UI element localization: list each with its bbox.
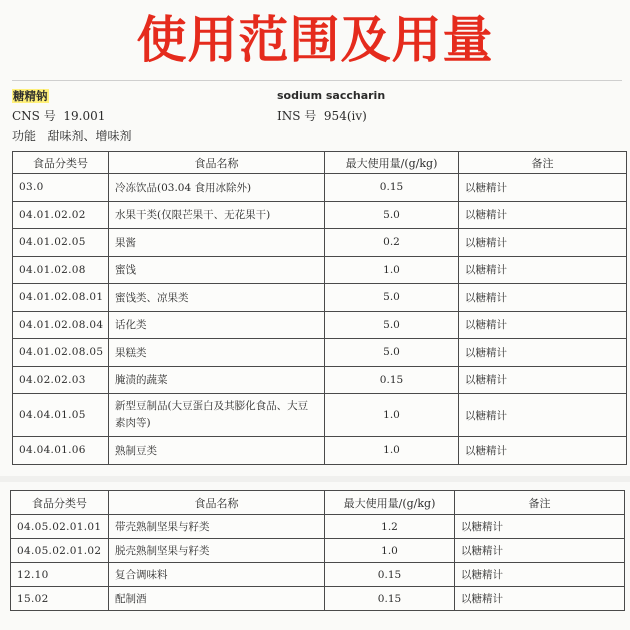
table-row: [13, 229, 627, 257]
cell-amount: 5.0: [325, 201, 459, 229]
cell-amount: 0.15: [325, 563, 455, 587]
col-header-name: 食品名称: [109, 491, 325, 515]
cell-note: 以糖精计: [459, 437, 627, 465]
cell-note: 以糖精计: [455, 587, 625, 611]
additive-name-en: sodium saccharin: [277, 89, 386, 102]
table-header-row: [13, 152, 627, 174]
cell-amount: 0.15: [325, 366, 459, 394]
cell-amount: 1.0: [325, 394, 459, 437]
table-row: [11, 563, 625, 587]
cell-code: 12.10: [11, 563, 109, 587]
cell-code: 15.02: [11, 587, 109, 611]
table-row: [13, 284, 627, 312]
function-value: 甜味剂、增味剂: [47, 129, 132, 143]
cell-note: 以糖精计: [455, 563, 625, 587]
cell-amount: 5.0: [325, 284, 459, 312]
table-row: [13, 201, 627, 229]
col-header-note: 备注: [455, 491, 625, 515]
usage-table-continued: [10, 490, 625, 611]
cns-number: [12, 108, 105, 124]
cell-amount: 5.0: [325, 339, 459, 367]
cell-note: 以糖精计: [459, 339, 627, 367]
page-break: [0, 476, 630, 482]
ins-label: INS 号: [277, 109, 317, 123]
cell-name: 果酱: [109, 229, 325, 257]
table-row: [13, 366, 627, 394]
col-header-name: 食品名称: [109, 152, 325, 174]
cell-name: 带壳熟制坚果与籽类: [109, 515, 325, 539]
cell-code: 04.01.02.02: [13, 201, 109, 229]
col-header-note: 备注: [459, 152, 627, 174]
usage-table: [12, 151, 627, 465]
table-row: [13, 394, 627, 437]
table-row: [13, 339, 627, 367]
cell-code: 04.01.02.05: [13, 229, 109, 257]
additive-name-highlight: 糖精钠: [13, 89, 48, 103]
function-label: 功能: [12, 129, 37, 143]
cell-code: 04.01.02.08.04: [13, 311, 109, 339]
col-header-amount: 最大使用量/(g/kg): [325, 152, 459, 174]
cell-code: 04.01.02.08.05: [13, 339, 109, 367]
cell-name: 复合调味料: [109, 563, 325, 587]
cell-name: 脱壳熟制坚果与籽类: [109, 539, 325, 563]
col-header-code: 食品分类号: [13, 152, 109, 174]
col-header-code: 食品分类号: [11, 491, 109, 515]
cell-note: 以糖精计: [459, 284, 627, 312]
cell-name: 果糕类: [109, 339, 325, 367]
ins-value: 954(iv): [323, 109, 367, 123]
function-line: [12, 128, 131, 144]
cell-name: 新型豆制品(大豆蛋白及其膨化食品、大豆素肉等): [109, 394, 325, 437]
additive-name-cn: [12, 88, 49, 104]
cell-amount: 1.0: [325, 539, 455, 563]
cell-code: 04.04.01.06: [13, 437, 109, 465]
table-row: [13, 174, 627, 202]
table-row: [13, 311, 627, 339]
page-title: 使用范围及用量: [136, 11, 494, 69]
table-row: [13, 437, 627, 465]
table-header-row: [11, 491, 625, 515]
cell-amount: 1.2: [325, 515, 455, 539]
cell-name: 水果干类(仅限芒果干、无花果干): [109, 201, 325, 229]
cell-amount: 5.0: [325, 311, 459, 339]
cell-note: 以糖精计: [459, 229, 627, 257]
cell-name: 话化类: [109, 311, 325, 339]
cell-code: 04.01.02.08: [13, 256, 109, 284]
cell-note: 以糖精计: [455, 515, 625, 539]
cns-value: 19.001: [63, 109, 106, 123]
cell-note: 以糖精计: [459, 256, 627, 284]
cell-name: 腌渍的蔬菜: [109, 366, 325, 394]
cell-note: 以糖精计: [459, 366, 627, 394]
cell-name: 蜜饯: [109, 256, 325, 284]
cell-note: 以糖精计: [459, 311, 627, 339]
cell-name: 配制酒: [109, 587, 325, 611]
cell-code: 04.01.02.08.01: [13, 284, 109, 312]
divider: [12, 80, 622, 81]
cell-code: 04.04.01.05: [13, 394, 109, 437]
cell-name: 冷冻饮品(03.04 食用冰除外): [109, 174, 325, 202]
cell-name: 熟制豆类: [109, 437, 325, 465]
cell-amount: 0.2: [325, 229, 459, 257]
cell-note: 以糖精计: [455, 539, 625, 563]
cell-note: 以糖精计: [459, 174, 627, 202]
cell-amount: 1.0: [325, 256, 459, 284]
cell-amount: 1.0: [325, 437, 459, 465]
cell-code: 03.0: [13, 174, 109, 202]
table-row: [11, 587, 625, 611]
table-row: [13, 256, 627, 284]
table-row: [11, 539, 625, 563]
ins-number: [277, 108, 367, 124]
cell-code: 04.05.02.01.02: [11, 539, 109, 563]
cell-amount: 0.15: [325, 587, 455, 611]
cell-amount: 0.15: [325, 174, 459, 202]
cell-note: 以糖精计: [459, 201, 627, 229]
table-row: [11, 515, 625, 539]
cns-label: CNS 号: [12, 109, 56, 123]
cell-code: 04.02.02.03: [13, 366, 109, 394]
cell-name: 蜜饯类、凉果类: [109, 284, 325, 312]
cell-note: 以糖精计: [459, 394, 627, 437]
cell-code: 04.05.02.01.01: [11, 515, 109, 539]
col-header-amount: 最大使用量/(g/kg): [325, 491, 455, 515]
